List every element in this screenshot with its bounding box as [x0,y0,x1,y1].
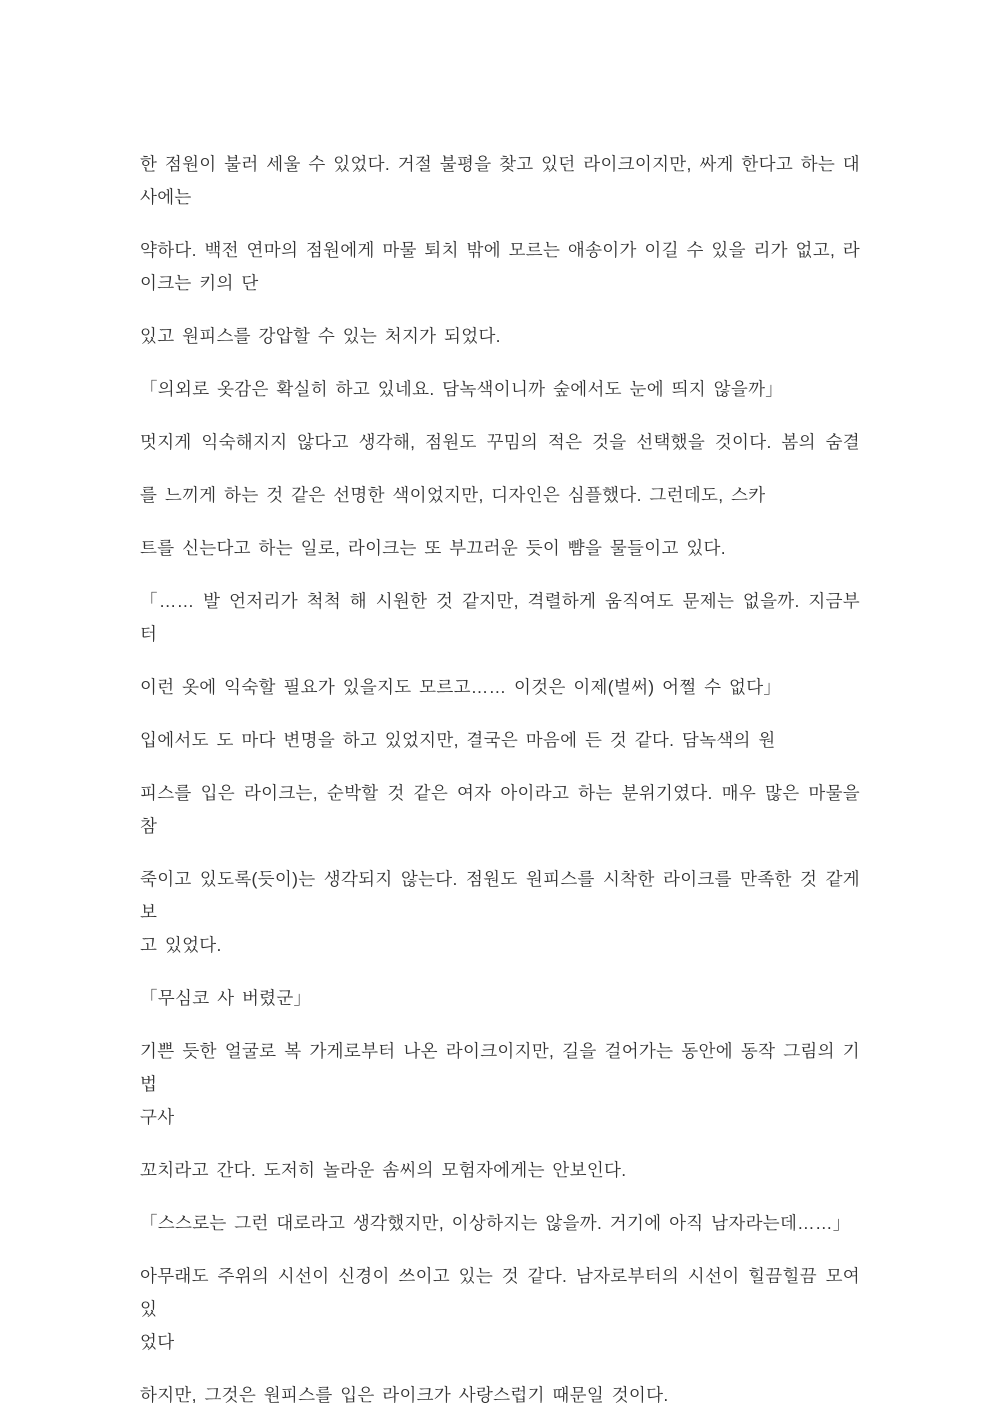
text-line: 를 느끼게 하는 것 같은 선명한 색이었지만, 디자인은 심플했다. 그런데도, 스카 [140,485,766,505]
text-line: 고 있었다. [140,935,222,955]
text-line: 기쁜 듯한 얼굴로 복 가게로부터 나온 라이크이지만, 길을 걸어가는 동안에 동작 그림의 기법 [140,1041,860,1094]
text-line: 한 점원이 불러 세울 수 있었다. 거절 불평을 찾고 있던 라이크이지만, 싸게 한다고 하는 대 [140,154,860,174]
paragraph [140,777,860,843]
paragraph [140,532,860,565]
paragraph [140,1035,860,1134]
text-line: 멋지게 익숙해지지 않다고 생각해, 점원도 꾸밈의 적은 것을 선택했을 것이다. 봄의 숨결 [140,432,860,452]
paragraph [140,982,860,1015]
paragraph [140,585,860,651]
paragraph [140,724,860,757]
text-line: 있고 원피스를 강압할 수 있는 처지가 되었다. [140,326,501,346]
text-line: 이런 옷에 익숙할 필요가 있을지도 모르고…… 이것은 이제(벌써) 어쩔 수 없다」 [140,677,782,697]
text-line: 구사 [140,1107,175,1127]
text-line: 죽이고 있도록(듯이)는 생각되지 않는다. 점원도 원피스를 시착한 라이크를 만족한 것 같게 보 [140,869,860,922]
paragraph [140,863,860,962]
text-line: 하지만, 그것은 원피스를 입은 라이크가 사랑스럽기 때문일 것이다. [140,1385,669,1403]
text-line: 「무심코 사 버렸군」 [140,988,312,1008]
text-line: 「…… 발 언저리가 척척 해 시원한 것 같지만, 격렬하게 움직여도 문제는 없을까. 지금부터 [140,591,860,644]
paragraph [140,148,860,214]
paragraph [140,1207,860,1240]
text-line: 트를 신는다고 하는 일로, 라이크는 또 부끄러운 듯이 뺨을 물들이고 있다. [140,538,726,558]
paragraph [140,426,860,459]
paragraph [140,320,860,353]
paragraph [140,479,860,512]
text-line: 입에서도 도 마다 변명을 하고 있었지만, 결국은 마음에 든 것 같다. 담녹색의 원 [140,730,776,750]
text-line: 약하다. 백전 연마의 점원에게 마물 퇴치 밖에 모르는 애송이가 이길 수 있을 리가 없고, 라 [140,240,860,260]
paragraph [140,1379,860,1403]
text-line: 피스를 입은 라이크는, 순박할 것 같은 여자 아이라고 하는 분위기였다. 매우 많은 마물을 참 [140,783,860,836]
text-line: 이크는 키의 단 [140,273,259,293]
paragraph [140,1260,860,1359]
text-line: 「스스로는 그런 대로라고 생각했지만, 이상하지는 않을까. 거기에 아직 남자라는데……」 [140,1213,851,1233]
text-line: 꼬치라고 간다. 도저히 놀라운 솜씨의 모험자에게는 안보인다. [140,1160,627,1180]
text-line: 사에는 [140,187,192,207]
text-column [140,148,860,1403]
text-line: 었다 [140,1332,175,1352]
paragraph [140,1154,860,1187]
paragraph [140,234,860,300]
text-line: 「의외로 옷감은 확실히 하고 있네요. 담녹색이니까 숲에서도 눈에 띄지 않을까」 [140,379,784,399]
paragraph [140,671,860,704]
paragraph [140,373,860,406]
text-line: 아무래도 주위의 시선이 신경이 쓰이고 있는 것 같다. 남자로부터의 시선이 힐끔힐끔 모여 있 [140,1266,860,1319]
